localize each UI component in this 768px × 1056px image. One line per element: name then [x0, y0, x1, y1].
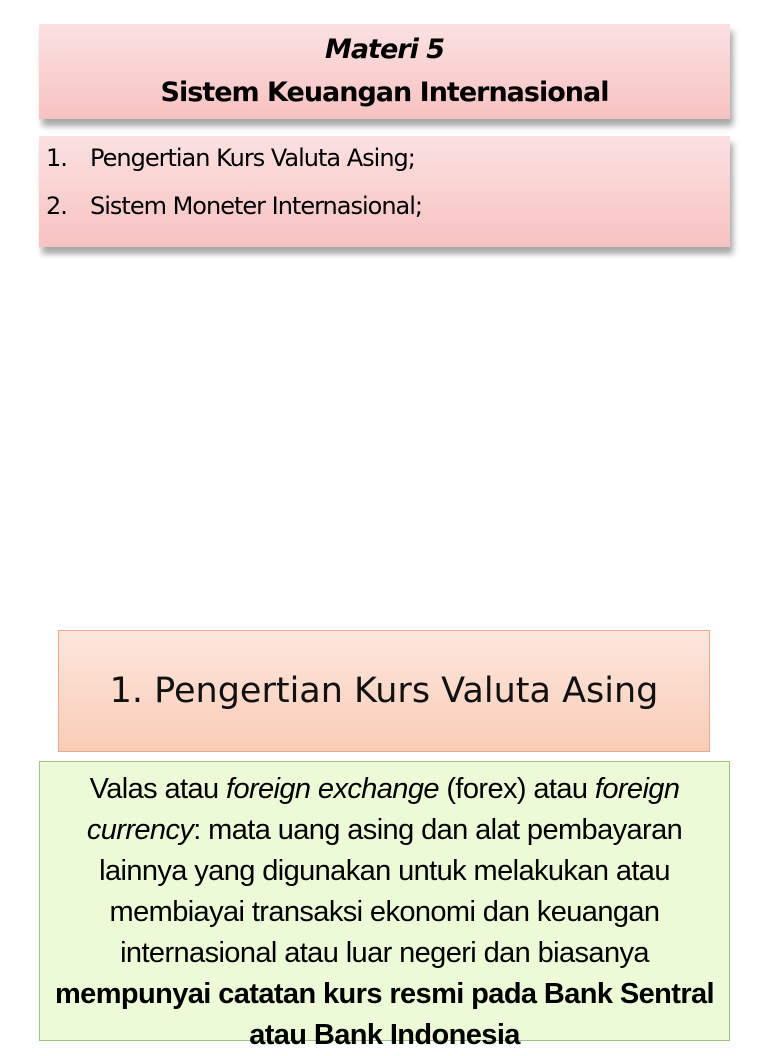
- list-number: 1.: [46, 144, 67, 172]
- definition-term-italic: foreign exchange: [225, 773, 439, 805]
- definition-box: [39, 761, 730, 1051]
- title-topic: Sistem Keuangan Internasional: [160, 77, 609, 108]
- slide-title-box: [39, 24, 730, 119]
- topic-list: [39, 136, 730, 247]
- title-materi: Materi 5: [324, 34, 445, 65]
- definition-text: : mata uang asing dan alat pembayaran lainnya yang digunakan untuk melakukan atau membiayai transaksi ekonomi dan keuangan internasional atau luar negeri dan biasanya: [99, 814, 683, 969]
- list-item: [46, 192, 422, 220]
- definition-emphasis: mempunyai catatan kurs resmi pada Bank Sentral atau Bank Indonesia: [55, 978, 714, 1051]
- definition-term-italic: foreign currency: [86, 773, 680, 846]
- list-label: Sistem Moneter Internasional;: [90, 192, 422, 220]
- section-heading: [58, 630, 710, 752]
- section-heading-text: 1. Pengertian Kurs Valuta Asing: [109, 671, 659, 711]
- definition-text: Valas atau: [89, 773, 226, 805]
- list-item: [46, 144, 415, 172]
- list-number: 2.: [46, 192, 67, 220]
- definition-text: (forex) atau: [438, 773, 595, 805]
- list-label: Pengertian Kurs Valuta Asing;: [90, 144, 415, 172]
